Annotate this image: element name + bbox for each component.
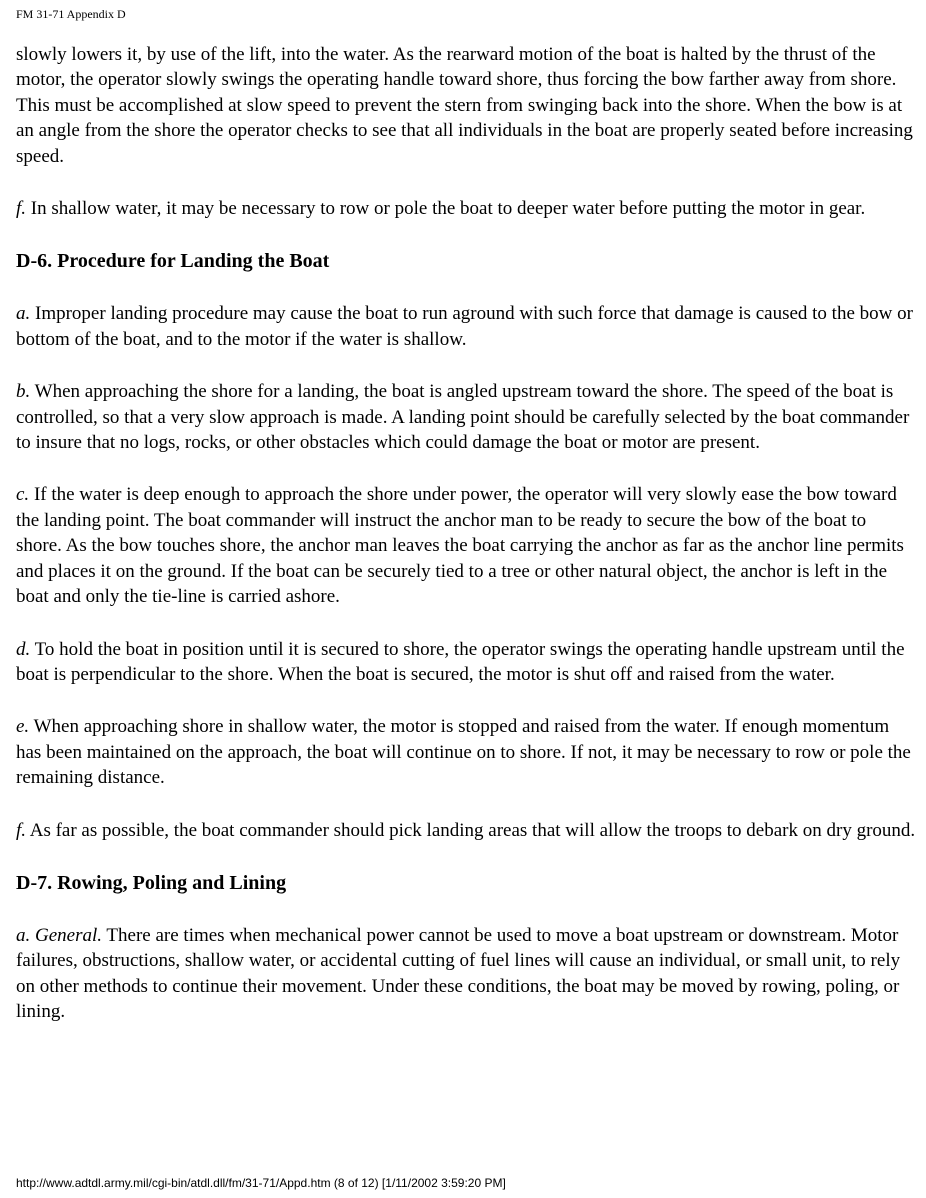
paragraph-d7-a bbox=[16, 923, 916, 1025]
paragraph-marker: a. bbox=[16, 303, 31, 325]
paragraph-text: slowly lowers it, by use of the lift, into the water. As the rearward motion of the boat is halted by the thrust of the motor, the operator slowly swings the operating handle toward shore, thus forcing the bow farther away from shore. This must be accomplished at slow speed to prevent the stern from swinging back into the shore. When the bow is at an angle from the shore the operator checks to see that all individuals in the boat are properly seated before increasing speed. bbox=[16, 44, 913, 167]
paragraph-d6-b bbox=[16, 379, 916, 455]
page-footer-url: http://www.adtdl.army.mil/cgi-bin/atdl.dll/fm/31-71/Appd.htm (8 of 12) [1/11/2002 3:59:20 PM] bbox=[16, 1176, 506, 1190]
paragraph-text: To hold the boat in position until it is secured to shore, the operator swings the operating handle upstream until the boat is perpendicular to the shore. When the boat is secured, the motor is shut off and raised from the water. bbox=[16, 638, 905, 685]
paragraph-marker: d. bbox=[16, 638, 31, 660]
paragraph-marker: c. bbox=[16, 484, 30, 506]
paragraph-d6-c bbox=[16, 482, 916, 609]
paragraph-continued bbox=[16, 42, 916, 169]
paragraph-marker: f. bbox=[16, 198, 27, 220]
paragraph-text: When approaching the shore for a landing, the boat is angled upstream toward the shore. The speed of the boat is controlled, so that a very slow approach is made. A landing point should be carefully selected by the boat commander to insure that no logs, rocks, or other obstacles which could damage the boat or motor are present. bbox=[16, 381, 910, 454]
paragraph-text: There are times when mechanical power cannot be used to move a boat upstream or downstream. Motor failures, obstructions, shallow water, or accidental cutting of fuel lines will cause an individual, or small unit, to rely on other methods to continue their movement. Under these conditions, the boat may be moved by rowing, poling, or lining. bbox=[16, 924, 901, 1023]
paragraph-marker: b. bbox=[16, 381, 31, 403]
page-header: FM 31-71 Appendix D bbox=[16, 7, 126, 21]
paragraph-d6-d bbox=[16, 637, 916, 688]
paragraph-marker: e. bbox=[16, 716, 30, 738]
paragraph-text: When approaching shore in shallow water, the motor is stopped and raised from the water. If enough momentum has been maintained on the approach, the boat will continue on to shore. If not, it may be necessary to row or pole the remaining distance. bbox=[16, 716, 911, 789]
paragraph-d6-a bbox=[16, 301, 916, 352]
section-heading-d6: D-6. Procedure for Landing the Boat bbox=[16, 250, 330, 273]
paragraph-d6-e bbox=[16, 714, 916, 790]
paragraph-d6-f bbox=[16, 818, 916, 843]
paragraph-text: If the water is deep enough to approach the shore under power, the operator will very slowly ease the bow toward the landing point. The boat commander will instruct the anchor man to be ready to secure the bow of the boat to shore. As the bow touches shore, the anchor man leaves the boat carrying the anchor as far as the anchor line permits and places it on the ground. If the boat can be securely tied to a tree or other natural object, the anchor is left in the boat and only the tie-line is carried ashore. bbox=[16, 484, 904, 608]
paragraph-marker: a. General. bbox=[16, 924, 103, 946]
paragraph-marker: f. bbox=[16, 819, 27, 841]
document-body bbox=[16, 42, 916, 1052]
paragraph-text: Improper landing procedure may cause the boat to run aground with such force that damage is caused to the bow or bottom of the boat, and to the motor if the water is shallow. bbox=[16, 303, 913, 350]
paragraph-text: As far as possible, the boat commander should pick landing areas that will allow the troops to debark on dry ground. bbox=[26, 819, 916, 841]
section-heading-d7: D-7. Rowing, Poling and Lining bbox=[16, 871, 287, 894]
paragraph-text: In shallow water, it may be necessary to row or pole the boat to deeper water before putting the motor in gear. bbox=[26, 198, 866, 220]
paragraph-shallow-water bbox=[16, 196, 916, 221]
